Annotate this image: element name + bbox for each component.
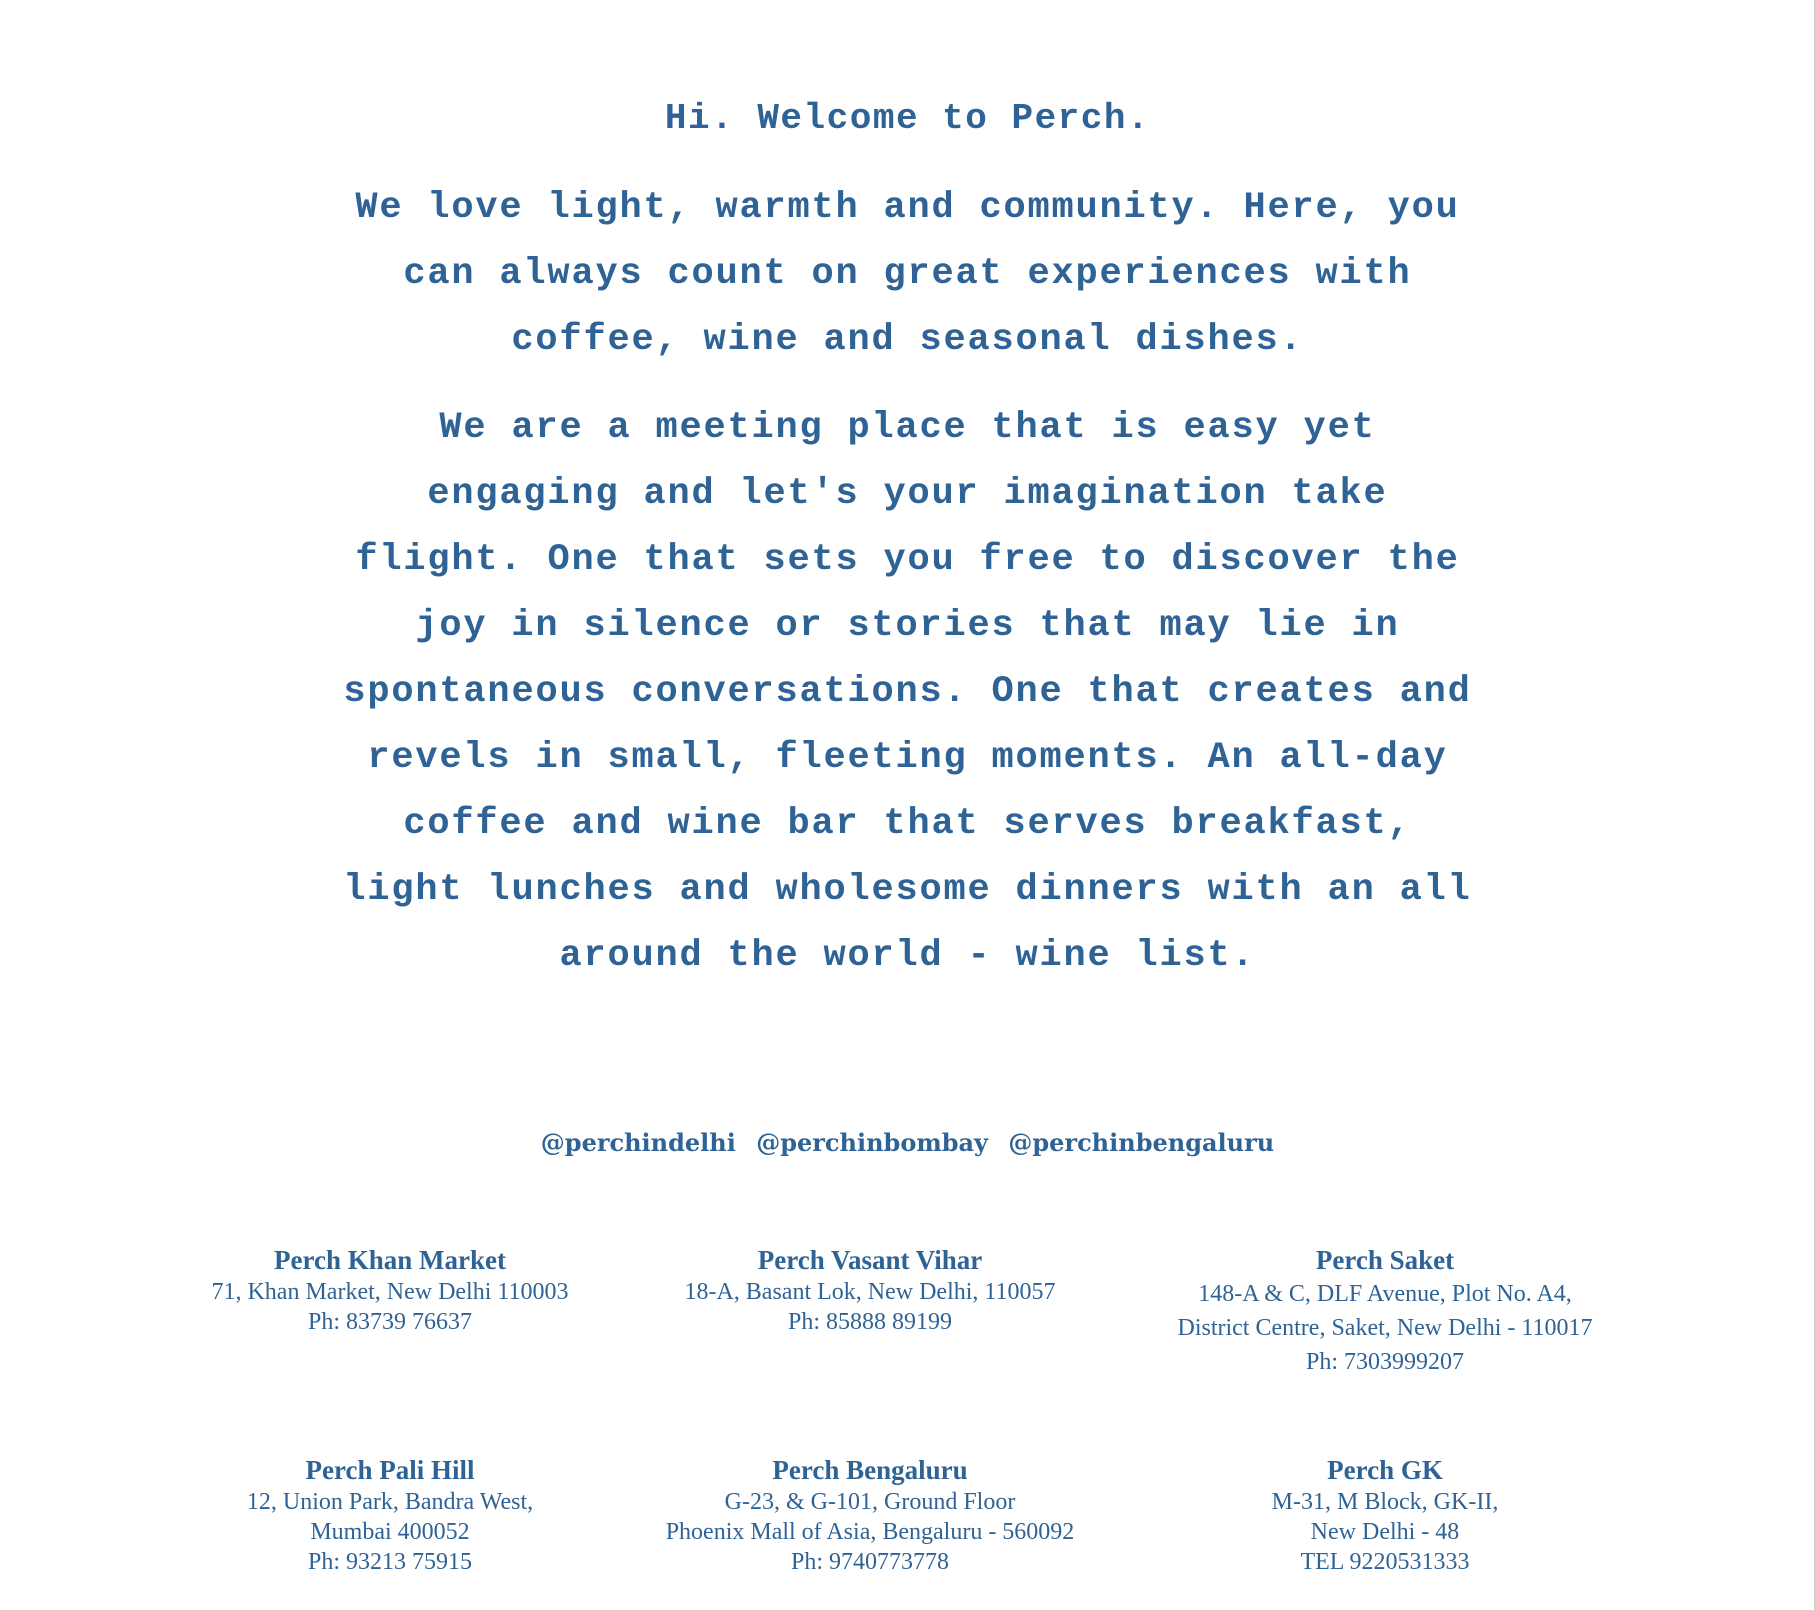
location-phone: Ph: 9740773778 [790,1549,949,1575]
location-address: 12, Union Park, Bandra West, [246,1489,534,1515]
location-address: Mumbai 400052 [310,1519,470,1545]
location-bengaluru [600,1455,1140,1577]
location-address: Phoenix Mall of Asia, Bengaluru - 560092 [665,1519,1075,1545]
location-name: Perch Saket [1315,1245,1455,1275]
location-name: Perch Vasant Vihar [757,1245,983,1275]
social-handle-bengaluru: @perchinbengaluru [1008,1128,1275,1157]
intro-paragraph-2 [343,395,1471,989]
location-address: 18-A, Basant Lok, New Delhi, 110057 [684,1279,1056,1305]
paragraph-line: coffee and wine bar that serves breakfast, [403,803,1412,845]
location-saket [1110,1245,1660,1379]
location-address: District Centre, Saket, New Delhi - 110017 [1177,1315,1593,1341]
location-phone: Ph: 7303999207 [1305,1349,1464,1375]
paragraph-line: engaging and let's your imagination take [427,473,1388,515]
location-phone: Ph: 93213 75915 [307,1549,472,1575]
location-vasant-vihar [630,1245,1110,1337]
paragraph-line: spontaneous conversations. One that creates and [343,671,1472,713]
paragraph-line: revels in small, fleeting moments. An all-day [367,737,1448,779]
location-address: New Delhi - 48 [1310,1519,1460,1545]
location-phone: Ph: 85888 89199 [787,1309,952,1335]
paragraph-line: flight. One that sets you free to discover the [355,539,1460,581]
location-address: 148-A & C, DLF Avenue, Plot No. A4, [1198,1281,1572,1307]
location-name: Perch Bengaluru [772,1455,968,1485]
location-gk [1160,1455,1610,1577]
welcome-heading: Hi. Welcome to Perch. [664,98,1151,139]
paragraph-line: light lunches and wholesome dinners with an all [343,869,1472,911]
paragraph-line: We are a meeting place that is easy yet [439,407,1376,449]
location-address: 71, Khan Market, New Delhi 110003 [211,1279,569,1305]
intro-paragraph-1 [355,175,1459,373]
paragraph-line: We love light, warmth and community. Here, you [355,187,1460,229]
location-pali-hill [150,1455,630,1577]
location-name: Perch Khan Market [274,1245,506,1275]
social-handle-delhi: @perchindelhi [540,1128,736,1157]
location-name: Perch GK [1327,1455,1443,1485]
paragraph-line: joy in silence or stories that may lie in [415,605,1400,647]
location-phone: TEL 9220531333 [1300,1549,1470,1575]
location-name: Perch Pali Hill [305,1455,475,1485]
paragraph-line: around the world - wine list. [559,935,1256,977]
paragraph-line: coffee, wine and seasonal dishes. [511,319,1304,361]
social-handles [0,1128,1815,1157]
location-address: G-23, & G-101, Ground Floor [724,1489,1016,1515]
location-khan-market [150,1245,630,1337]
location-phone: Ph: 83739 76637 [307,1309,472,1335]
social-handle-bombay: @perchinbombay [756,1128,989,1157]
paragraph-line: can always count on great experiences with [403,253,1412,295]
location-address: M-31, M Block, GK-II, [1271,1489,1499,1515]
